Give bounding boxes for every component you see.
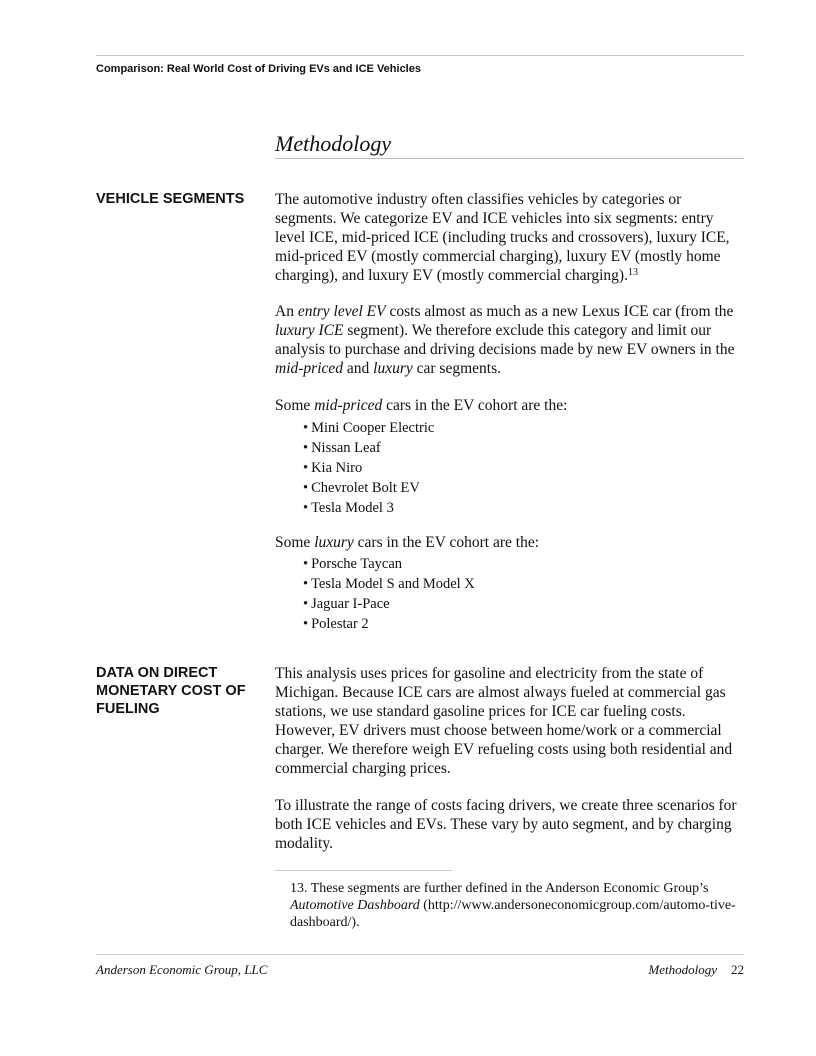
emphasis-automotive-dashboard: Automotive Dashboard bbox=[290, 898, 420, 913]
emphasis-mid-priced: mid-priced bbox=[275, 360, 344, 377]
emphasis-luxury: luxury bbox=[373, 360, 413, 377]
header-rule bbox=[96, 55, 744, 56]
text-run: An bbox=[275, 303, 298, 320]
footer-section-name: Methodology bbox=[648, 962, 717, 977]
side-heading-line: DATA ON DIRECT bbox=[96, 665, 218, 681]
side-heading-fueling-cost bbox=[96, 664, 261, 718]
page-number: 22 bbox=[731, 962, 744, 977]
text-run: and bbox=[343, 360, 374, 377]
footnote-rule bbox=[275, 870, 452, 871]
paragraph-entry-level bbox=[275, 302, 745, 378]
list-item: • Tesla Model S and Model X bbox=[303, 574, 745, 594]
text-run: Some bbox=[275, 397, 315, 414]
list-item: • Nissan Leaf bbox=[303, 438, 745, 458]
mid-priced-intro bbox=[275, 396, 745, 415]
side-heading-line: FUELING bbox=[96, 701, 160, 717]
emphasis-luxury: luxury bbox=[314, 534, 354, 551]
text-run: car segments. bbox=[412, 360, 501, 377]
footnote-link-text: (http://www.andersoneconomicgroup.com/automo-tive-dashboard/). bbox=[290, 898, 736, 930]
footnote-number: 13. bbox=[290, 881, 308, 896]
list-item: • Chevrolet Bolt EV bbox=[303, 478, 745, 498]
segments-intro-text: The automotive industry often classifies vehicles by categories or segments. We categorize EV and ICE vehicles into six segments: entry level ICE, mid-priced ICE (including trucks and crossovers), luxury ICE, mid-priced EV (mostly commercial charging), luxury EV (mostly home charging), and luxury EV (mostly commercial charging). bbox=[275, 191, 730, 284]
vehicle-segments-body bbox=[275, 190, 745, 634]
luxury-ev-list bbox=[275, 554, 745, 634]
footer-page-info bbox=[648, 962, 744, 978]
list-item: • Porsche Taycan bbox=[303, 554, 745, 574]
emphasis-mid-priced: mid-priced bbox=[314, 397, 383, 414]
paragraph-segments-intro bbox=[275, 190, 745, 285]
text-run: Some bbox=[275, 534, 315, 551]
footer-rule bbox=[96, 954, 744, 955]
text-run: These segments are further defined in the Anderson Economic Group’s bbox=[307, 881, 709, 896]
fueling-cost-body bbox=[275, 664, 745, 853]
list-item: • Polestar 2 bbox=[303, 614, 745, 634]
paragraph-fuel-prices: This analysis uses prices for gasoline and electricity from the state of Michigan. Because ICE cars are almost always fueled at commercial gas stations, we use standard gasoline prices for ICE car fueling costs. However, EV drivers must choose between home/work or a commercial charger. We therefore weigh EV refueling costs using both residential and commercial charging prices. bbox=[275, 665, 733, 777]
mid-priced-ev-list bbox=[275, 418, 745, 518]
list-item: • Mini Cooper Electric bbox=[303, 418, 745, 438]
text-run: cars in the EV cohort are the: bbox=[382, 397, 568, 414]
footnote-ref-13[interactable]: 13 bbox=[627, 267, 638, 278]
emphasis-luxury-ice: luxury ICE bbox=[275, 322, 344, 339]
section-title: Methodology bbox=[275, 130, 744, 159]
list-item: • Jaguar I-Pace bbox=[303, 594, 745, 614]
side-heading-line: MONETARY COST OF bbox=[96, 683, 246, 699]
paragraph-scenarios: To illustrate the range of costs facing drivers, we create three scenarios for both ICE vehicles and EVs. These vary by auto segment, and by charging modality. bbox=[275, 797, 737, 852]
text-run: cars in the EV cohort are the: bbox=[353, 534, 540, 551]
list-item: • Tesla Model 3 bbox=[303, 498, 745, 518]
text-run: costs almost as much as a new Lexus ICE car (from the bbox=[385, 303, 734, 320]
emphasis-entry-level-ev: entry level EV bbox=[297, 303, 386, 320]
footnote-13 bbox=[290, 880, 745, 931]
side-heading-vehicle-segments: VEHICLE SEGMENTS bbox=[96, 191, 245, 207]
text-run: segment). We therefore exclude this category and limit our analysis to purchase and driving decisions made by new EV owners in the bbox=[275, 322, 735, 358]
list-item: • Kia Niro bbox=[303, 458, 745, 478]
luxury-intro bbox=[275, 533, 745, 552]
footer-organization: Anderson Economic Group, LLC bbox=[96, 962, 268, 977]
running-header-title: Comparison: Real World Cost of Driving EVs and ICE Vehicles bbox=[96, 63, 421, 75]
